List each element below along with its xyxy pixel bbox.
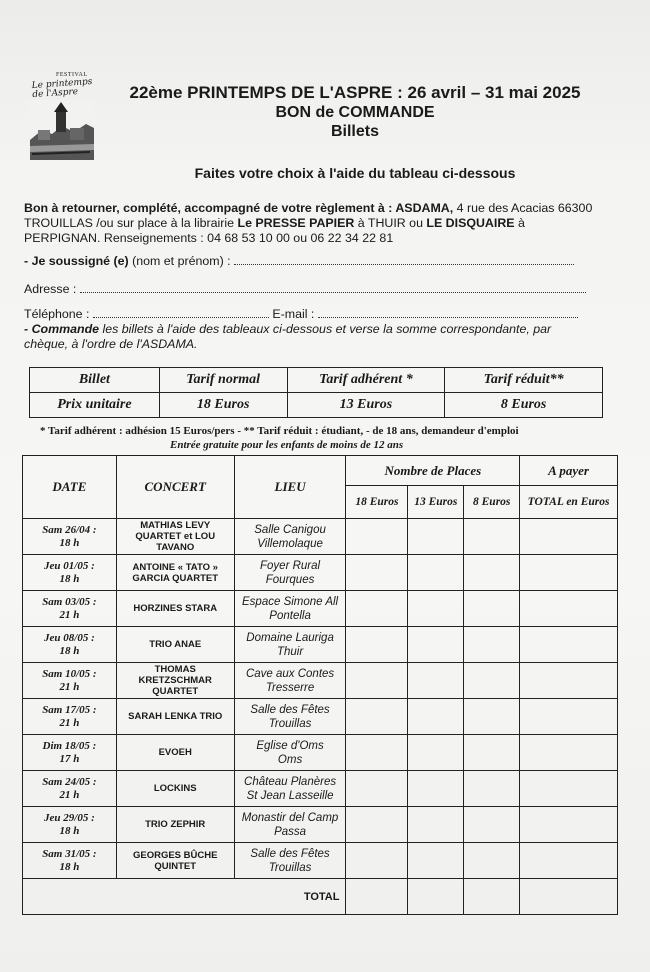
places-8-cell[interactable] [464,663,520,699]
places-8-cell[interactable] [464,771,520,807]
table-row [23,555,618,591]
venue-town: Fourques [265,573,315,586]
venue-name: Salle des Fêtes [250,703,330,716]
date-day: Sam 31/05 : [42,847,97,860]
total-8-cell[interactable] [464,879,520,915]
header-lieu: LIEU [234,456,346,519]
total-13-cell[interactable] [408,879,464,915]
commande-instruction [24,322,594,352]
row-total-cell[interactable] [520,627,618,663]
date-day: Sam 26/04 : [42,523,97,536]
address-field[interactable] [80,282,586,293]
concert-venue [234,771,346,807]
concert-venue [234,519,346,555]
header-places: Nombre de Places [346,456,520,486]
concert-date [23,843,117,879]
venue-name: Salle Canigou [254,523,326,536]
page-subtitle-billets: Billets [330,123,379,140]
price-adherent: 13 Euros [287,393,445,418]
date-time: 21 h [59,716,80,729]
commande-rest: les billets à l'aide des tableaux ci-dessous et verse la somme correspondante, par chèque, à l'ordre de l'ASDAMA. [24,322,552,351]
date-time: 17 h [59,752,80,765]
places-8-cell[interactable] [464,807,520,843]
places-13-cell[interactable] [408,555,464,591]
contact-line [24,307,578,321]
places-18-cell[interactable] [346,519,408,555]
concert-name: MATHIAS LEVY QUARTET et LOU TAVANO [116,519,234,555]
logo-festival-text: FESTIVAL [56,72,88,78]
venue-name: Monastir del Camp [241,811,339,824]
price-normal: 18 Euros [159,393,287,418]
table-row [23,699,618,735]
venue-name: Domaine Lauriga [246,631,334,644]
row-total-cell[interactable] [520,555,618,591]
instr-bold: Bon à retourner, complété, accompagné de votre règlement à : ASDAMA, [24,201,454,215]
telephone-label: Téléphone : [24,307,90,321]
header-date: DATE [23,456,117,519]
date-time: 18 h [59,536,80,549]
concert-name: TRIO ANAE [116,627,234,663]
concert-date [23,663,117,699]
venue-name: Cave aux Contes [245,667,335,680]
places-8-cell[interactable] [464,519,520,555]
soussigne-line [24,254,574,268]
places-18-cell[interactable] [346,591,408,627]
venue-town: Thuir [276,645,304,658]
places-8-cell[interactable] [464,555,520,591]
date-day: Sam 10/05 : [42,667,97,680]
concert-name: EVOEH [116,735,234,771]
concert-date [23,519,117,555]
date-day: Jeu 29/05 : [44,811,95,824]
places-13-cell[interactable] [408,807,464,843]
village-illustration-icon [30,100,94,160]
concert-date [23,771,117,807]
free-entry-note: Entrée gratuite pour les enfants de moins de 12 ans [170,439,404,451]
telephone-field[interactable] [93,307,269,318]
page-title: 22ème PRINTEMPS DE L'ASPRE : 26 avril – 31 mai 2025 [129,83,581,102]
page-subtitle: BON de COMMANDE [275,104,435,121]
venue-town: Passa [274,825,307,838]
date-day: Jeu 08/05 : [44,631,95,644]
row-total-cell[interactable] [520,735,618,771]
concert-name: HORZINES STARA [116,591,234,627]
places-8-cell[interactable] [464,699,520,735]
soussigne-label: - Je soussigné (e) [24,254,129,268]
venue-name: Espace Simone All [242,595,339,608]
places-18-cell[interactable] [346,771,408,807]
commande-bold: - Commande [24,322,100,336]
instr-mid: à THUIR ou [354,216,427,230]
places-18-cell[interactable] [346,735,408,771]
adresse-label: Adresse : [24,282,77,296]
price-reduit: 8 Euros [445,393,603,418]
date-time: 21 h [59,680,80,693]
instr-rest: 4 rue des Acacias 66300 TROUILLAS /ou sur place à la librairie [24,201,593,230]
date-day: Sam 17/05 : [42,703,97,716]
places-8-cell[interactable] [464,627,520,663]
places-13-cell[interactable] [408,519,464,555]
concert-date [23,735,117,771]
venue-town: Tresserre [265,681,315,694]
date-day: Sam 03/05 : [42,595,97,608]
tarif-header-billet: Billet [30,368,160,393]
date-time: 18 h [59,644,80,657]
row-total-cell[interactable] [520,771,618,807]
venue-town: Oms [277,753,303,766]
email-field[interactable] [318,307,578,318]
table-row [23,735,618,771]
places-13-cell[interactable] [408,627,464,663]
header-18-euros: 18 Euros [346,486,408,519]
date-day: Dim 18/05 : [42,739,97,752]
venue-name: Château Planères [244,775,337,788]
concert-date [23,627,117,663]
date-day: Sam 24/05 : [42,775,97,788]
total-18-cell[interactable] [346,879,408,915]
concert-date [23,699,117,735]
row-total-cell[interactable] [520,699,618,735]
concert-table [22,455,618,915]
table-row [23,591,618,627]
date-time: 21 h [59,608,80,621]
venue-name: Salle des Fêtes [250,847,330,860]
tarif-header-normal: Tarif normal [159,368,287,393]
concert-name: LOCKINS [116,771,234,807]
prix-unitaire-label: Prix unitaire [30,393,160,418]
table-row [23,843,618,879]
date-time: 18 h [59,860,80,873]
soussigne-rest: (nom et prénom) : [128,254,231,268]
places-13-cell[interactable] [408,591,464,627]
places-13-cell[interactable] [408,735,464,771]
header-13-euros: 13 Euros [408,486,464,519]
header-a-payer: A payer [520,456,618,486]
header-8-euros: 8 Euros [464,486,520,519]
venue-name: Foyer Rural [260,559,321,572]
header-concert: CONCERT [116,456,234,519]
concert-name: GEORGES BÛCHE QUINTET [116,843,234,879]
table-row [23,519,618,555]
venue-town: Trouillas [268,861,312,874]
venue-town: Villemolaque [257,537,323,550]
row-total-cell[interactable] [520,591,618,627]
concert-venue [234,555,346,591]
concert-venue [234,591,346,627]
festival-logo [30,72,102,162]
concert-venue [234,843,346,879]
places-18-cell[interactable] [346,699,408,735]
date-day: Jeu 01/05 : [44,559,95,572]
concert-name: ANTOINE « TATO » GARCIA QUARTET [116,555,234,591]
places-18-cell[interactable] [346,843,408,879]
places-13-cell[interactable] [408,699,464,735]
places-13-cell[interactable] [408,843,464,879]
venue-town: Trouillas [268,717,312,730]
concert-date [23,555,117,591]
date-time: 18 h [59,824,80,837]
venue-name: Eglise d'Oms [256,739,324,752]
concert-name: SARAH LENKA TRIO [116,699,234,735]
header [110,82,600,141]
places-13-cell[interactable] [408,663,464,699]
tarif-note: * Tarif adhérent : adhésion 15 Euros/pers - ** Tarif réduit : étudiant, - de 18 ans, demandeur d'emploi [40,425,519,437]
concert-name: THOMAS KRETZSCHMAR QUARTET [116,663,234,699]
table-row [23,807,618,843]
concert-venue [234,627,346,663]
row-total-cell[interactable] [520,807,618,843]
venue-town: St Jean Lasseille [246,789,334,802]
places-18-cell[interactable] [346,807,408,843]
tarif-header-adherent: Tarif adhérent * [287,368,445,393]
row-total-cell[interactable] [520,519,618,555]
instr-end: à PERPIGNAN. Renseignements : 04 68 53 10 00 ou 06 22 34 22 81 [24,216,525,245]
concert-date [23,807,117,843]
concert-venue [234,663,346,699]
places-8-cell[interactable] [464,843,520,879]
table-row [23,771,618,807]
grand-total-cell[interactable] [520,879,618,915]
date-time: 18 h [59,572,80,585]
places-8-cell[interactable] [464,735,520,771]
places-8-cell[interactable] [464,591,520,627]
choice-instruction: Faites votre choix à l'aide du tableau ci-dessous [194,165,516,181]
concert-date [23,591,117,627]
header-total-euros: TOTAL en Euros [520,486,618,519]
table-row [23,627,618,663]
tarif-table [29,367,603,418]
concert-name: TRIO ZEPHIR [116,807,234,843]
instr-disquaire: LE DISQUAIRE [426,216,515,230]
places-18-cell[interactable] [346,555,408,591]
concert-venue [234,699,346,735]
table-row [23,663,618,699]
return-instructions [24,201,594,246]
name-field[interactable] [234,254,574,265]
adresse-line [24,282,586,296]
date-time: 21 h [59,788,80,801]
venue-town: Pontella [269,609,311,622]
row-total-cell[interactable] [520,843,618,879]
total-label: TOTAL [23,879,346,915]
tarif-header-reduit: Tarif réduit** [445,368,603,393]
row-total-cell[interactable] [520,663,618,699]
email-label: E-mail : [272,307,315,321]
instr-presse: Le PRESSE PAPIER [237,216,355,230]
concert-venue [234,807,346,843]
places-18-cell[interactable] [346,627,408,663]
places-13-cell[interactable] [408,771,464,807]
logo-script-text: Le printemps de l'Aspre [31,76,93,101]
places-18-cell[interactable] [346,663,408,699]
concert-venue [234,735,346,771]
